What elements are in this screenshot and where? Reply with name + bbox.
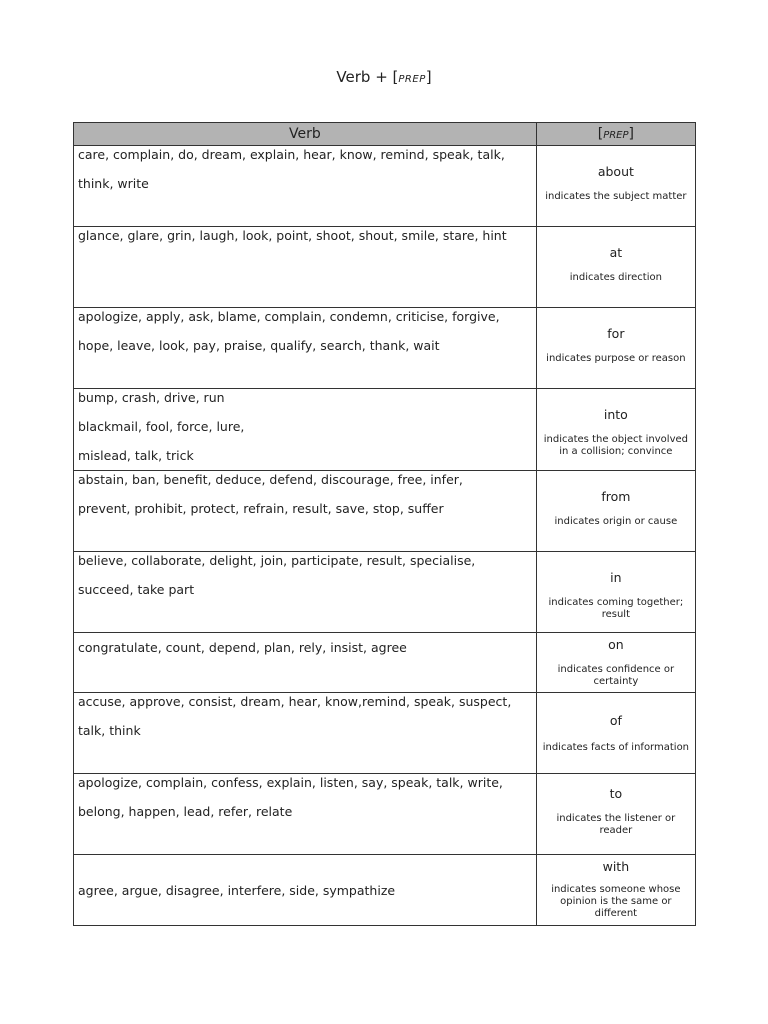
verb-list: agree, argue, disagree, interfere, side, sympathize <box>78 882 396 898</box>
verb-list: apologize, complain, confess, explain, listen, say, speak, talk, write, belong, happen, lead, refer, relate <box>78 775 503 819</box>
verb-cell <box>74 855 537 926</box>
header-verb: Verb <box>74 123 537 146</box>
prep-word: on <box>608 637 624 652</box>
prep-word: from <box>601 489 631 504</box>
verb-preposition-table <box>73 122 696 926</box>
table-row <box>74 774 696 855</box>
prep-note: indicates origin or cause <box>554 516 678 527</box>
verb-cell <box>74 693 537 774</box>
verb-list: abstain, ban, benefit, deduce, defend, discourage, free, infer, prevent, prohibit, protect, refrain, result, save, stop, suffer <box>78 472 463 516</box>
verb-list: congratulate, count, depend, plan, rely, insist, agree <box>78 640 407 655</box>
verb-cell <box>74 308 537 389</box>
prep-note: indicates the subject matter <box>545 191 687 202</box>
prep-word: about <box>597 164 634 179</box>
verb-list: care, complain, do, dream, explain, hear, know, remind, speak, talk, think, write <box>78 147 505 191</box>
verb-list: bump, crash, drive, run blackmail, fool, force, lure, mislead, talk, trick <box>78 390 245 463</box>
table-row <box>74 693 696 774</box>
prep-cell <box>536 227 695 308</box>
verb-cell <box>74 774 537 855</box>
prep-note: indicates facts of information <box>542 742 690 753</box>
header-prep-label: PREP <box>603 130 629 141</box>
table-row <box>74 227 696 308</box>
prep-cell <box>536 471 695 552</box>
prep-word: into <box>603 407 628 422</box>
prep-cell <box>536 774 695 855</box>
prep-cell <box>536 308 695 389</box>
prep-word: for <box>607 326 625 341</box>
prep-word: in <box>610 570 622 585</box>
table-row <box>74 552 696 633</box>
table-row <box>74 633 696 693</box>
verb-cell <box>74 552 537 633</box>
verb-cell <box>74 471 537 552</box>
title-prep: PREP <box>398 74 426 85</box>
verb-list: accuse, approve, consist, dream, hear, know,remind, speak, suspect, talk, think <box>78 694 512 738</box>
prep-word: of <box>609 713 622 728</box>
prep-cell <box>536 389 695 471</box>
table-row <box>74 389 696 471</box>
table-row <box>74 471 696 552</box>
table-row <box>74 146 696 227</box>
prep-note: indicates the listener or reader <box>556 813 676 836</box>
prep-word: at <box>609 245 623 260</box>
verb-cell <box>74 389 537 471</box>
prep-word: with <box>602 859 630 874</box>
header-prep-open: [ <box>597 126 604 142</box>
prep-note: indicates coming together; result <box>548 597 684 620</box>
header-prep-close: ] <box>628 126 634 142</box>
prep-note: indicates purpose or reason <box>546 353 686 364</box>
prep-cell <box>536 146 695 227</box>
prep-cell <box>536 633 695 693</box>
page-title <box>0 68 768 86</box>
title-close: ] <box>425 68 432 86</box>
prep-cell <box>536 693 695 774</box>
table-row <box>74 308 696 389</box>
prep-note: indicates confidence or certainty <box>557 664 675 687</box>
verb-list: apologize, apply, ask, blame, complain, condemn, criticise, forgive, hope, leave, look, pay, praise, qualify, search, thank, wait <box>78 309 500 353</box>
prep-note: indicates someone whose opinion is the same or different <box>551 884 681 919</box>
verb-list: believe, collaborate, delight, join, participate, result, specialise, succeed, take part <box>78 553 476 597</box>
verb-cell <box>74 633 537 693</box>
prep-cell <box>536 552 695 633</box>
verb-cell <box>74 227 537 308</box>
prep-note: indicates the object involved in a collision; convince <box>543 434 688 457</box>
prep-word: to <box>609 786 623 801</box>
prep-cell <box>536 855 695 926</box>
verb-cell <box>74 146 537 227</box>
table-row <box>74 855 696 926</box>
prep-note: indicates direction <box>569 272 662 283</box>
header-prep <box>536 123 695 146</box>
title-verb: Verb + [ <box>336 68 399 86</box>
verb-list: glance, glare, grin, laugh, look, point, shoot, shout, smile, stare, hint <box>78 228 507 243</box>
